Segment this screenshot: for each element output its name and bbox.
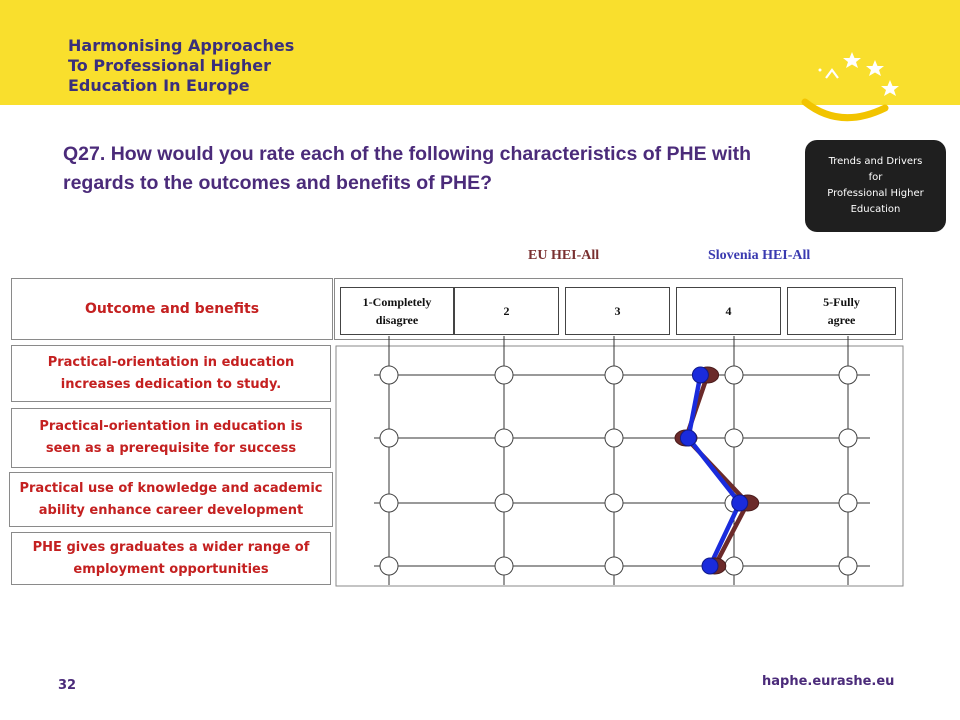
scale-node [495, 494, 513, 512]
scale-label-line: 2 [503, 304, 510, 318]
banner-title-line: Harmonising Approaches [68, 36, 295, 55]
legend-eu-hei: EU HEI-All [528, 248, 600, 263]
website-link[interactable]: haphe.eurashe.eu [762, 674, 895, 689]
scale-node [495, 429, 513, 447]
scale-node [605, 557, 623, 575]
scale-node [495, 366, 513, 384]
scale-node [839, 557, 857, 575]
statement-line: increases dedication to study. [60, 376, 282, 392]
scale-node [495, 557, 513, 575]
scale-label-line: 3 [614, 304, 621, 318]
badge-line: Trends and Drivers [828, 156, 923, 167]
banner-title-line: To Professional Higher [68, 56, 271, 75]
statement-line: seen as a prerequisite for success [45, 441, 297, 456]
statement-line: Practical use of knowledge and academic [19, 480, 323, 496]
scale-node [605, 429, 623, 447]
row-header: Outcome and benefits [11, 278, 333, 340]
scale-node [380, 557, 398, 575]
scale-node [380, 429, 398, 447]
banner-title-line: Education In Europe [68, 76, 250, 95]
scale-node [725, 366, 743, 384]
badge-line: Education [850, 204, 901, 215]
statement-line: PHE gives graduates a wider range of [32, 539, 310, 555]
scale-node [839, 494, 857, 512]
badge-line: for [868, 172, 883, 183]
data-point-slovenia-hei [732, 495, 748, 511]
statement-line: Practical-orientation in education [47, 354, 295, 370]
scale-node [605, 366, 623, 384]
scale-node [725, 557, 743, 575]
scale-label-line: 5-Fully [823, 295, 860, 309]
scale-node [725, 429, 743, 447]
scale-node [380, 494, 398, 512]
page-number: 32 [58, 678, 77, 693]
question-title: Q27. How would you rate each of the following characteristics of PHE with regards to the outcomes and benefits of PHE? [63, 143, 752, 194]
data-point-slovenia-hei [680, 430, 696, 446]
scale-label-line: agree [827, 313, 856, 327]
scale-label-line: disagree [375, 313, 419, 327]
data-point-slovenia-hei [702, 558, 718, 574]
scale-label-line: 1-Completely [362, 295, 432, 309]
scale-node [839, 429, 857, 447]
scale-label-line: 4 [725, 304, 732, 318]
statement-line: employment opportunities [73, 561, 269, 577]
scale-node [839, 366, 857, 384]
scale-node [380, 366, 398, 384]
legend-slovenia-hei: Slovenia HEI-All [708, 248, 811, 263]
statement-line: Practical-orientation in education is [39, 419, 303, 434]
scale-node [605, 494, 623, 512]
badge-line: Professional Higher [827, 188, 924, 199]
statement-line: ability enhance career development [38, 502, 304, 518]
data-point-slovenia-hei [692, 367, 708, 383]
